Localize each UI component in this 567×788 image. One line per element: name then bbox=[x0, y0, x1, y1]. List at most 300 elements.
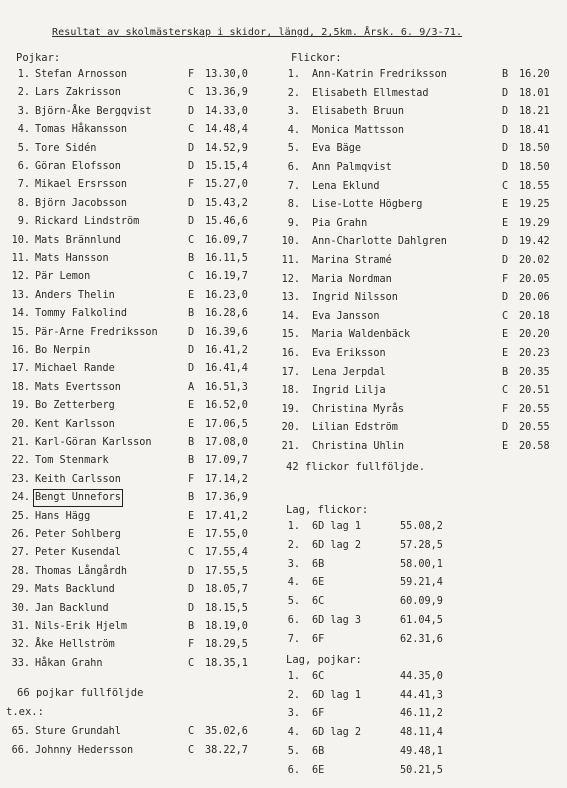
class-letter: C bbox=[188, 657, 195, 669]
rank: 20. bbox=[11, 418, 30, 430]
team-result-row bbox=[0, 558, 567, 572]
rank: 17. bbox=[281, 366, 300, 378]
teams-boys-header: Lag, pojkar: bbox=[286, 654, 362, 666]
participant-name: Lilian Edström bbox=[312, 422, 398, 434]
participant-name: Keith Carlsson bbox=[35, 473, 121, 485]
result-time: 17.36,9 bbox=[205, 492, 248, 504]
class-letter: D bbox=[502, 422, 509, 434]
result-time: 16.39,6 bbox=[205, 326, 248, 338]
rank: 5. bbox=[287, 745, 300, 757]
team-result-row bbox=[0, 745, 567, 759]
result-time: 18.35,1 bbox=[205, 657, 248, 669]
example-note: t.ex.: bbox=[6, 706, 44, 718]
participant-name: Göran Elofsson bbox=[35, 161, 121, 172]
rank: 16. bbox=[281, 348, 300, 359]
result-time: 18.55 bbox=[519, 180, 550, 192]
rank: 4. bbox=[287, 727, 300, 739]
team-name: 6B bbox=[312, 745, 325, 757]
result-time: 19.29 bbox=[519, 217, 550, 229]
result-time: 15.43,2 bbox=[205, 197, 248, 209]
rank: 24. bbox=[11, 492, 30, 504]
class-letter: D bbox=[188, 142, 195, 154]
result-time: 13.36,9 bbox=[205, 87, 248, 99]
result-time: 44.35,0 bbox=[400, 671, 443, 682]
rank: 30. bbox=[11, 602, 30, 614]
rank: 2. bbox=[287, 87, 300, 99]
participant-name: Mats Brännlund bbox=[35, 234, 121, 246]
result-time: 20.20 bbox=[519, 329, 550, 341]
girls-result-row bbox=[0, 68, 567, 82]
result-time: 17.55,5 bbox=[205, 565, 248, 577]
rank: 3. bbox=[287, 708, 300, 720]
participant-name: Eva Bäge bbox=[312, 143, 362, 155]
result-time: 46.11,2 bbox=[400, 708, 443, 720]
girls-result-row bbox=[0, 235, 567, 249]
result-time: 61.04,5 bbox=[400, 615, 443, 626]
participant-name: Elisabeth Bruun bbox=[312, 106, 405, 118]
participant-name: Peter Sohlberg bbox=[35, 529, 121, 540]
rank: 18. bbox=[281, 385, 300, 397]
participant-name: Mats Hansson bbox=[35, 253, 109, 264]
result-time: 20.02 bbox=[519, 255, 550, 266]
class-letter: C bbox=[188, 124, 195, 136]
participant-name: Jan Backlund bbox=[35, 602, 109, 614]
girls-header: Flickor: bbox=[291, 52, 342, 64]
team-name: 6F bbox=[312, 633, 325, 645]
girls-result-row bbox=[0, 161, 567, 175]
boys-header: Pojkar: bbox=[16, 52, 61, 64]
result-time: 14.33,0 bbox=[205, 105, 248, 117]
girls-result-row bbox=[0, 254, 567, 268]
girls-result-row bbox=[0, 124, 567, 138]
result-time: 16.41,4 bbox=[205, 363, 248, 375]
rank: 16. bbox=[11, 345, 30, 356]
result-time: 62.31,6 bbox=[400, 633, 443, 645]
team-name: 6D lag 3 bbox=[312, 615, 362, 626]
participant-name: Mats Evertsson bbox=[35, 381, 121, 393]
participant-name: Kent Karlsson bbox=[35, 418, 115, 430]
class-letter: D bbox=[188, 197, 195, 209]
result-time: 16.20 bbox=[519, 69, 550, 80]
rank: 3. bbox=[287, 106, 300, 118]
result-time: 17.06,5 bbox=[205, 418, 248, 430]
class-letter: C bbox=[188, 87, 195, 99]
boys-result-row bbox=[0, 491, 567, 505]
class-letter: C bbox=[188, 271, 195, 283]
rank: 4. bbox=[287, 577, 300, 589]
result-time: 16.51,3 bbox=[205, 381, 248, 393]
rank: 6. bbox=[287, 615, 300, 626]
girls-result-row bbox=[0, 328, 567, 342]
result-time: 59.21,4 bbox=[400, 577, 443, 589]
participant-name: Hans Hägg bbox=[35, 510, 91, 522]
participant-name: Anders Thelin bbox=[35, 289, 115, 301]
participant-name: Elisabeth Ellmestad bbox=[312, 87, 429, 99]
class-letter: E bbox=[502, 199, 509, 211]
result-time: 16.19,7 bbox=[205, 271, 248, 283]
class-letter: E bbox=[188, 400, 195, 412]
team-name: 6F bbox=[312, 708, 325, 720]
class-letter: F bbox=[502, 273, 509, 285]
girls-result-row bbox=[0, 310, 567, 324]
team-result-row bbox=[0, 595, 567, 609]
class-letter: E bbox=[502, 441, 509, 452]
result-time: 14.48,4 bbox=[205, 124, 248, 136]
girls-result-row bbox=[0, 180, 567, 194]
girls-result-row bbox=[0, 421, 567, 435]
team-name: 6C bbox=[312, 596, 325, 608]
rank: 19. bbox=[281, 403, 300, 415]
team-result-row bbox=[0, 539, 567, 553]
boys-result-row bbox=[0, 454, 567, 468]
rank: 21. bbox=[11, 437, 30, 448]
team-result-row bbox=[0, 726, 567, 740]
class-letter: D bbox=[502, 255, 509, 266]
boys-result-row bbox=[0, 657, 567, 671]
result-time: 55.08,2 bbox=[400, 521, 443, 532]
result-time: 57.28,5 bbox=[400, 539, 443, 551]
result-time: 20.55 bbox=[519, 403, 550, 415]
rank: 1. bbox=[17, 69, 30, 80]
rank: 26. bbox=[11, 529, 30, 540]
result-time: 17.55,0 bbox=[205, 529, 248, 540]
result-time: 18.01 bbox=[519, 87, 550, 99]
result-time: 17.41,2 bbox=[205, 510, 248, 522]
result-time: 20.58 bbox=[519, 441, 550, 452]
result-time: 58.00,1 bbox=[400, 558, 443, 570]
class-letter: E bbox=[502, 329, 509, 341]
rank: 6. bbox=[17, 161, 30, 172]
rank: 20. bbox=[281, 422, 300, 434]
result-time: 18.29,5 bbox=[205, 639, 248, 651]
class-letter: F bbox=[502, 403, 509, 415]
team-name: 6E bbox=[312, 577, 325, 589]
class-letter: D bbox=[502, 236, 509, 248]
participant-name: Håkan Grahn bbox=[35, 657, 103, 669]
girls-completed-note: 42 flickor fullföljde. bbox=[286, 461, 426, 473]
rank: 14. bbox=[11, 308, 30, 320]
class-letter: D bbox=[188, 105, 195, 117]
participant-name: Michael Rande bbox=[35, 363, 115, 375]
rank: 31. bbox=[11, 621, 30, 632]
rank: 1. bbox=[287, 671, 300, 682]
participant-name: Ingrid Lilja bbox=[312, 385, 386, 397]
class-letter: D bbox=[502, 106, 509, 118]
participant-name: Lena Jerpdal bbox=[312, 366, 386, 378]
rank: 2. bbox=[17, 87, 30, 99]
class-letter: C bbox=[188, 547, 195, 559]
participant-name: Rickard Lindström bbox=[35, 216, 140, 228]
class-letter: E bbox=[502, 217, 509, 229]
rank: 28. bbox=[11, 565, 30, 577]
rank: 65. bbox=[11, 726, 30, 737]
rank: 15. bbox=[11, 326, 30, 338]
rank: 2. bbox=[287, 689, 300, 701]
rank: 5. bbox=[17, 142, 30, 154]
result-time: 20.06 bbox=[519, 292, 550, 304]
class-letter: B bbox=[188, 455, 195, 467]
result-time: 18.41 bbox=[519, 124, 550, 136]
result-time: 17.55,4 bbox=[205, 547, 248, 559]
class-letter: E bbox=[502, 348, 509, 359]
class-letter: C bbox=[188, 234, 195, 246]
participant-name: Marina Stramé bbox=[312, 255, 392, 266]
rank: 11. bbox=[281, 255, 300, 266]
rank: 33. bbox=[11, 657, 30, 669]
girls-result-row bbox=[0, 87, 567, 101]
result-time: 18.05,7 bbox=[205, 584, 248, 596]
rank: 17. bbox=[11, 363, 30, 375]
boys-completed-note: 66 pojkar fullföljde bbox=[17, 687, 144, 699]
result-time: 15.15,4 bbox=[205, 161, 248, 172]
rank: 10. bbox=[281, 236, 300, 248]
class-letter: E bbox=[188, 289, 195, 301]
class-letter: B bbox=[188, 621, 195, 632]
team-result-row bbox=[0, 689, 567, 703]
result-time: 20.55 bbox=[519, 422, 550, 434]
class-letter: D bbox=[188, 363, 195, 375]
participant-name: Maria Waldenbäck bbox=[312, 329, 411, 341]
class-letter: A bbox=[188, 381, 195, 393]
rank: 13. bbox=[11, 289, 30, 301]
participant-name: Åke Hellström bbox=[35, 639, 115, 651]
result-time: 16.11,5 bbox=[205, 253, 248, 264]
result-time: 16.41,2 bbox=[205, 345, 248, 356]
rank: 14. bbox=[281, 310, 300, 322]
result-time: 16.52,0 bbox=[205, 400, 248, 412]
participant-name: Björn Jacobsson bbox=[35, 197, 128, 209]
rank: 27. bbox=[11, 547, 30, 559]
participant-name: Nils-Erik Hjelm bbox=[35, 621, 128, 632]
result-time: 14.52,9 bbox=[205, 142, 248, 154]
girls-result-row bbox=[0, 198, 567, 212]
rank: 3. bbox=[17, 105, 30, 117]
team-result-row bbox=[0, 576, 567, 590]
result-time: 49.48,1 bbox=[400, 745, 443, 757]
participant-name: Monica Mattsson bbox=[312, 124, 405, 136]
result-time: 18.19,0 bbox=[205, 621, 248, 632]
class-letter: E bbox=[188, 510, 195, 522]
participant-name: Pär Lemon bbox=[35, 271, 91, 283]
result-time: 13.30,0 bbox=[205, 69, 248, 80]
participant-name: Ann-Charlotte Dahlgren bbox=[312, 236, 447, 248]
result-time: 18.50 bbox=[519, 143, 550, 155]
rank: 23. bbox=[11, 473, 30, 485]
class-letter: F bbox=[188, 473, 195, 485]
class-letter: C bbox=[188, 726, 195, 737]
class-letter: D bbox=[188, 565, 195, 577]
class-letter: F bbox=[188, 69, 195, 80]
class-letter: B bbox=[502, 366, 509, 378]
rank: 8. bbox=[287, 199, 300, 211]
rank: 25. bbox=[11, 510, 30, 522]
participant-name: Christina Myrås bbox=[312, 403, 405, 415]
result-time: 18.15,5 bbox=[205, 602, 248, 614]
class-letter: D bbox=[188, 161, 195, 172]
team-name: 6D lag 1 bbox=[312, 689, 362, 701]
participant-name: Bo Nerpin bbox=[35, 345, 91, 356]
result-time: 20.51 bbox=[519, 385, 550, 397]
class-letter: F bbox=[188, 639, 195, 651]
result-time: 20.35 bbox=[519, 366, 550, 378]
participant-name: Eva Jansson bbox=[312, 310, 380, 322]
result-time: 15.46,6 bbox=[205, 216, 248, 228]
participant-name: Christina Uhlin bbox=[312, 441, 405, 452]
girls-result-row bbox=[0, 366, 567, 380]
rank: 10. bbox=[11, 234, 30, 246]
rank: 12. bbox=[11, 271, 30, 283]
document-title: Resultat av skolmästerskap i skidor, längd, 2,5km. Årsk. 6. 9/3-71. bbox=[52, 27, 463, 38]
participant-name: Ingrid Nilsson bbox=[312, 292, 398, 304]
class-letter: D bbox=[188, 584, 195, 596]
rank: 11. bbox=[11, 253, 30, 264]
participant-name: Johnny Hedersson bbox=[35, 744, 134, 756]
participant-name: Mikael Ersrsson bbox=[35, 179, 128, 191]
participant-name: Tommy Falkolind bbox=[35, 308, 128, 320]
class-letter: B bbox=[188, 492, 195, 504]
girls-result-row bbox=[0, 347, 567, 361]
rank: 8. bbox=[17, 197, 30, 209]
participant-name: Bo Zetterberg bbox=[35, 400, 115, 412]
result-time: 18.21 bbox=[519, 106, 550, 118]
team-result-row bbox=[0, 707, 567, 721]
rank: 15. bbox=[281, 329, 300, 341]
result-time: 19.25 bbox=[519, 199, 550, 211]
team-name: 6E bbox=[312, 764, 325, 776]
class-letter: D bbox=[502, 292, 509, 304]
girls-result-row bbox=[0, 105, 567, 119]
result-time: 44.41,3 bbox=[400, 689, 443, 701]
rank: 22. bbox=[11, 455, 30, 467]
class-letter: D bbox=[188, 345, 195, 356]
rank: 32. bbox=[11, 639, 30, 651]
rank: 5. bbox=[287, 143, 300, 155]
rank: 9. bbox=[287, 217, 300, 229]
class-letter: C bbox=[502, 310, 509, 322]
participant-name: Eva Eriksson bbox=[312, 348, 386, 359]
team-result-row bbox=[0, 764, 567, 778]
participant-name: Ann Palmqvist bbox=[312, 162, 392, 173]
participant-name: Stefan Arnosson bbox=[35, 69, 128, 80]
boys-result-row bbox=[0, 473, 567, 487]
class-letter: E bbox=[188, 529, 195, 540]
team-name: 6D lag 2 bbox=[312, 727, 362, 739]
rank: 7. bbox=[287, 633, 300, 645]
class-letter: F bbox=[188, 179, 195, 191]
participant-name: Tomas Håkansson bbox=[35, 124, 128, 136]
result-time: 60.09,9 bbox=[400, 596, 443, 608]
result-time: 18.50 bbox=[519, 162, 550, 173]
result-time: 20.23 bbox=[519, 348, 550, 359]
class-letter: D bbox=[502, 162, 509, 173]
result-time: 17.09,7 bbox=[205, 455, 248, 467]
class-letter: C bbox=[188, 744, 195, 756]
girls-result-row bbox=[0, 440, 567, 454]
rank: 2. bbox=[287, 539, 300, 551]
participant-name: Tore Sidén bbox=[35, 142, 97, 154]
participant-name: Mats Backlund bbox=[35, 584, 115, 596]
rank: 66. bbox=[11, 744, 30, 756]
team-name: 6C bbox=[312, 671, 325, 682]
result-time: 16.23,0 bbox=[205, 289, 248, 301]
result-time: 50.21,5 bbox=[400, 764, 443, 776]
result-time: 17.14,2 bbox=[205, 473, 248, 485]
participant-name: Pär-Arne Fredriksson bbox=[35, 326, 158, 338]
result-time: 16.28,6 bbox=[205, 308, 248, 320]
result-time: 19.42 bbox=[519, 236, 550, 248]
teams-girls-header: Lag, flickor: bbox=[286, 504, 369, 516]
rank: 6. bbox=[287, 162, 300, 173]
class-letter: D bbox=[188, 326, 195, 338]
team-result-row bbox=[0, 520, 567, 534]
girls-result-row bbox=[0, 384, 567, 398]
rank: 9. bbox=[17, 216, 30, 228]
class-letter: D bbox=[502, 87, 509, 99]
participant-name: Karl-Göran Karlsson bbox=[35, 437, 152, 448]
class-letter: B bbox=[188, 308, 195, 320]
girls-result-row bbox=[0, 403, 567, 417]
girls-result-row bbox=[0, 291, 567, 305]
participant-name: Tom Stenmark bbox=[35, 455, 109, 467]
rank: 21. bbox=[281, 441, 300, 452]
rank: 4. bbox=[287, 124, 300, 136]
girls-result-row bbox=[0, 217, 567, 231]
team-result-row bbox=[0, 633, 567, 647]
rank: 18. bbox=[11, 381, 30, 393]
result-time: 15.27,0 bbox=[205, 179, 248, 191]
participant-name: Lise-Lotte Högberg bbox=[312, 199, 423, 211]
participant-name: Lars Zakrisson bbox=[35, 87, 121, 99]
rank: 1. bbox=[287, 521, 300, 532]
participant-name: Pia Grahn bbox=[312, 217, 368, 229]
result-time: 38.22,7 bbox=[205, 744, 248, 756]
class-letter: D bbox=[502, 124, 509, 136]
team-result-row bbox=[0, 670, 567, 684]
rank: 12. bbox=[281, 273, 300, 285]
result-time: 48.11,4 bbox=[400, 727, 443, 739]
participant-name: Sture Grundahl bbox=[35, 726, 121, 737]
class-letter: B bbox=[188, 253, 195, 264]
rank: 3. bbox=[287, 558, 300, 570]
class-letter: D bbox=[188, 216, 195, 228]
rank: 1. bbox=[287, 69, 300, 80]
class-letter: C bbox=[502, 385, 509, 397]
girls-result-row bbox=[0, 142, 567, 156]
rank: 19. bbox=[11, 400, 30, 412]
rank: 29. bbox=[11, 584, 30, 596]
rank: 6. bbox=[287, 764, 300, 776]
participant-name: Ann-Katrin Fredriksson bbox=[312, 69, 447, 80]
class-letter: B bbox=[188, 437, 195, 448]
participant-name: Peter Kusendal bbox=[35, 547, 121, 559]
participant-name: Björn-Åke Bergqvist bbox=[35, 105, 152, 117]
participant-name: Thomas Långårdh bbox=[35, 565, 128, 577]
class-letter: E bbox=[188, 418, 195, 430]
class-letter: D bbox=[188, 602, 195, 614]
team-name: 6B bbox=[312, 558, 325, 570]
result-time: 20.05 bbox=[519, 273, 550, 285]
result-time: 20.18 bbox=[519, 310, 550, 322]
team-name: 6D lag 2 bbox=[312, 539, 362, 551]
team-result-row bbox=[0, 614, 567, 628]
participant-name: Lena Eklund bbox=[312, 180, 380, 192]
result-time: 35.02,6 bbox=[205, 726, 248, 737]
class-letter: C bbox=[502, 180, 509, 192]
rank: 7. bbox=[287, 180, 300, 192]
team-name: 6D lag 1 bbox=[312, 521, 362, 532]
class-letter: B bbox=[502, 69, 509, 80]
participant-name: Bengt Unnefors bbox=[35, 492, 121, 504]
